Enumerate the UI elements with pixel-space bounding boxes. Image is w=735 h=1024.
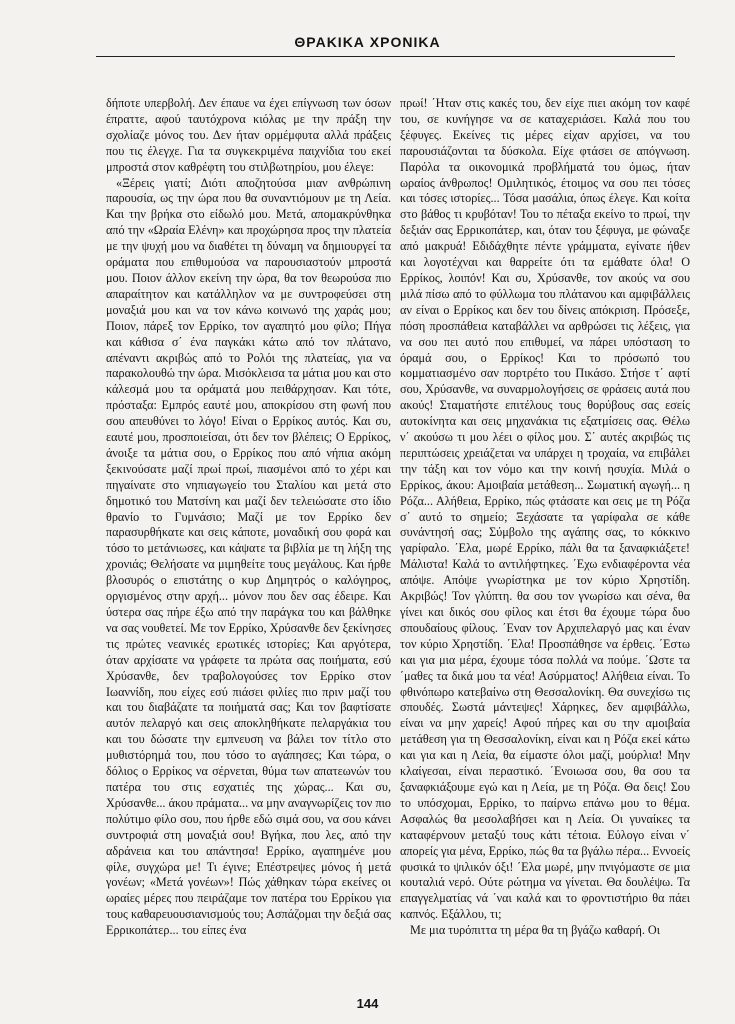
paragraph: Με μια τυρόπιττα τη μέρα θα τη βγάζω καθαρή. Οι [410,923,661,938]
paragraph: πρωί! ΄Ηταν στις κακές του, δεν είχε πιει ακόμη τον καφέ του, σε κυνήγησε να σε καταχεριάσει. Καλά που του ξέφυγες. Εκείνες τις μέρες είχαν αρχίσει, να του παρουσιάζονται τα δύσκολα. Είχε φτάσει σε απόγνωση. Παρόλα τα οικονομικά προβλήματά του όμως, ήταν ωραίος άνθρωπος! Ομιλητικός, έτοιμος να σου πει τόσες και τόσες ιστορίες... Τόσα μασάλια, όπως έλεγε. Και κοίτα στο βάθος τι κρυβόταν! Του το πέταξα εκείνο το πρωί, την δεξιάν σας Ερρικοπάτερ, και, όταν του ξέφυγα, με φώναξε από μακρυά! Εδιδάχθητε πέντε γράμματα, εγίνατε ήθεν και λογοτέχναι και θαρρείτε ότι τα εμάθατε όλα! Ο Ερρίκος, λοιπόν! Και συ, Χρύσανθε, τον ακούς να σου μιλά πίσω από το φύλλωμα του πλάτανου και αμφιβάλλεις αν είναι ο Ερρίκος και δεν του δίνεις απόκριση. Πρόσεξε, πόση προσπάθεια καταβάλλει να αρθρώσει τις λέξεις, για να σου πει αυτό που επιθυμεί, να πάρει υπόσταση το όραμά σου, ο Ερρίκος! Και το πρόσωπό του κομματιασμένο σαν πορτρέτο του Πικάσο. Στήσε τ΄ αφτί σου, Χρύσανθε, να συναρμολογήσεις σε φράσεις αυτά που ακούς! Σταματήστε επιτέλους τους θορύβους σας εσείς αυτοκίνητα και σεις μηχανάκια τις εξατμίσεις σας. Θέλω ν΄ ακούσω τι μου λέει ο φίλος μου. Σ΄ αυτές ακριβώς τις περιπτώσεις χρειάζεται να υπάρχει η τροχαία, να επιβάλει την τάξη και τον νόμο και την κοινή ησυχία. Μιλά ο Ερρίκος, άκου: Αμοιβαία μετάθεση... Σωματική αγωγή... η Ρόζα... Αλήθεια, Ερρίκο, πώς φτάσατε και σεις με τη Ρόζα σ΄ αυτό το σημείο; Ξεχάσατε τα γαρίφαλα σε κάθε συνάντησή σας; Σύμβολο της αγάπης σας, το κόκκινο γαρίφαλο. ΄Ελα, μωρέ Ερρίκο, πάλι θα τα ξαναφκιάξετε! Μάλιστα! Καλά το αντιλήφτηκες. ΄Εχω ενδιαφέροντα νέα απόψε. Απόψε γνωρίστηκα με τον κύριο Χρηστίδη. Ακριβώς! Τον γλύπτη. θα σου τον γνωρίσω και σένα, θα γίνει και δικός σου φίλος και έτσι θα έχουμε τώρα δυο σπουδαίους φίλους. ΄Εναν τον Αρχιπελαργό μας και έναν τον κύριο Χρηστίδη. ΄Ελα! Προσπάθησε να έρθεις. ΄Εστω και για μια μέρα, έχουμε τόσα πολλά να πούμε. ΄Ωστε τα ΄μαθες τα δικά μου τα νέα! Ασύρματος! Αλήθεια είναι. Το φθινόπωρο κατεβαίνω στη Θεσσαλονίκη. Θα συνεχίσω τις σπουδές. Σωστά μάντεψες! Χάρηκες, δεν αμφιβάλλω, είναι να μην χαρείς! Αφού πήρες και συ την αμοιβαία μετάθεση για τη Θεσσαλονίκη, είναι και η Ρόζα εκεί κάτω και για και η Λεία, θα είμαστε όλοι μαζί, μούρλια! Μην κλαίγεσαι, είναι περαστικό. ΄Ενοιωσα σου, θα σου τα ξαναφκιάξουμε εγώ και η Λεία, με τη Ρόζα. Θα δεις! Σου το υπόσχομαι, Ερρίκο, το παίρνω επάνω μου το θέμα. Ασφαλώς θα μεσολαβήσει και η Λεία. Οι γυναίκες τα καταφέρνουν μεταξύ τους κάτι τέτοια. Εύλογο είναι ν΄ απορείς για μένα, Ερρίκο, πώς θα τα βγάλω πέρα... Εννοείς φυσικά το ψιλικόν όξι! ΄Ελα μωρέ, μην πνιγόμαστε σε μια κουταλιά νερό. Ούτε ρώτημα να γίνεται. Θα δουλέψω. Τα επαγγελματίας νά ΄ναι καλά και το φροντιστήριο θα πάει καπνός. Εξάλλου, τι; [400,96,690,922]
page-number: 144 [356,996,379,1011]
paragraph: «Ξέρεις γιατί; Διότι αποζητούσα μιαν ανθρώπινη παρουσία, ως την ώρα που θα συναντιόμουν με τη Λεία. Και την βρήκα στο είδωλό μου. Μετά, απομακρύνθηκα από την «Ωραία Ελένη» και προχώρησα προς την πλατεία με την ψυχή μου να διαθέτει τη δύναμη να δημιουργεί τα οράματα που επιθυμούσα να παρουσιαστούν μπροστά μου. Ποιον άλλον εκείνη την ώρα, θα τον θεωρούσα πιο απαραίτητον και κατάλληλον να με συντροφεύσει στη μοναξιά μου και να τον κάνω κοινωνό της χαράς μου; Ποιον, πάρεξ τον Ερρίκο, τον αγαπητό μου φίλο; Πήγα και κάθισα σ΄ ένα παγκάκι κάτω από τον πλάτανο, απέναντι ακριβώς από το Ρολόι της πλατείας, για να παρακολουθώ την ώρα. Μισόκλεισα τα μάτια μου και στο κάλεσμά μου τα οράματά μου πειθάρχησαν. Και τότε, πρόσταξα: Εμπρός εαυτέ μου, αποκρίσου στη φωνή που σου απευθύνει το λόγο! Είναι ο Ερρίκος αυτός. Και συ, εαυτέ μου, προσποιείσαι, ότι δεν τον βλέπεις; Ο Ερρίκος, άνοιξε τα μάτια σου, ο Ερρίκος που από νήπια ακόμη ξεκινούσατε μαζί πρωί πρωί, πιασμένοι από το χέρι και πηγαίνατε στο νηπιαγωγείο του Σταλίου και μετά στο δημοτικό του Ματσίνη και μαζί δεν τελειώσατε στο ίδιο θρανίο το Γυμνάσιο; Μαζί με τον Ερρίκο δεν παρασυρθήκατε και σεις κάποτε, μοναδική σου φορά και τόσο το μετάνιωσες, και κάψατε τα βιβλία με τη λήξη της χρονιάς; Θελήσατε να μιμηθείτε τους μεγάλους. Και ήρθε βλοσυρός ο επιστάτης ο κυρ Δημητρός ο καλόγηρος, οργισμένος στην αρχή... μόνον που δεν σας έδειρε. Και ύστερα σας πήρε έξω από την παράγκα του και βάλθηκε να σας νουθετεί. Με τον Ερρίκο, Χρύσανθε δεν ξεκίνησες τις πρώτες νεανικές ερωτικές ιστορίες; Και αργότερα, όταν αρχίσατε να γράφετε τα πρώτα σας ποιήματα, εσύ Χρύσανθε, δεν τραβολογούσες τον Ερρίκο στον Ιωαννίδη, που είχες εσύ πιάσει φιλίες πιο πριν μαζί του και του διαβάζατε τα ποιήματά σας; Και τον βαφτίσατε αυτόν πελαργό και σεις αποκληθήκατε πελαργάκια του και του δώσατε την εμπνευση να βάλει τον τίτλο στο μυθιστόρημά του, που τόσο το αγάπησες; Και τώρα, ο δόλιος ο Ερρίκος να σέρνεται, θύμα των απατεωνών του πατέρα του στις εσχατιές της χώρας... Και συ, Χρύσανθε... άκου πράματα... να μην αναγνωρίζεις τον πιο πολύτιμο φίλο σου, που ήρθε εδώ σιμά σου, να σου κάνει συντροφιά στη μοναξιά σου! Βγήκα, που λες, από την αδράνεια και του απάντησα! Ερρίκο, αγαπημένε μου φίλε, συγχώρα με! Τι έγινε; Επέστρεψες μόνος ή μετά γονέων; «Μετά γονέων»! Πώς χάθηκαν τώρα εκείνες οι ωραίες μέρες που πειράζαμε τον πατέρα του Ερρίκου για τους καθαρευουσιανισμούς του; Ασπάζομαι την δεξιά σας Ερρικοπάτερ... του είπες ένα [106,175,391,938]
right-column [400,96,690,986]
paragraph: δήποτε υπερβολή. Δεν έπαυε να έχει επίγνωση των όσων έπραττε, αφού ταυτόχρονα κιόλας με την πράξη την σχολίαζε μόνος του. Δεν ήταν ορμέμφυτα αλλά πράξεις που τις έλεγχε. Για τα συγκεκριμένα παιχνίδια του εκεί μπροστά στον καθρέφτη του στιλβωτηρίου, μου έλεγε: [106,96,391,174]
left-column [106,96,391,986]
journal-title: ΘΡΑΚΙΚΑ ΧΡΟΝΙΚΑ [294,34,441,50]
running-header [0,34,735,52]
header-rule [96,56,675,57]
